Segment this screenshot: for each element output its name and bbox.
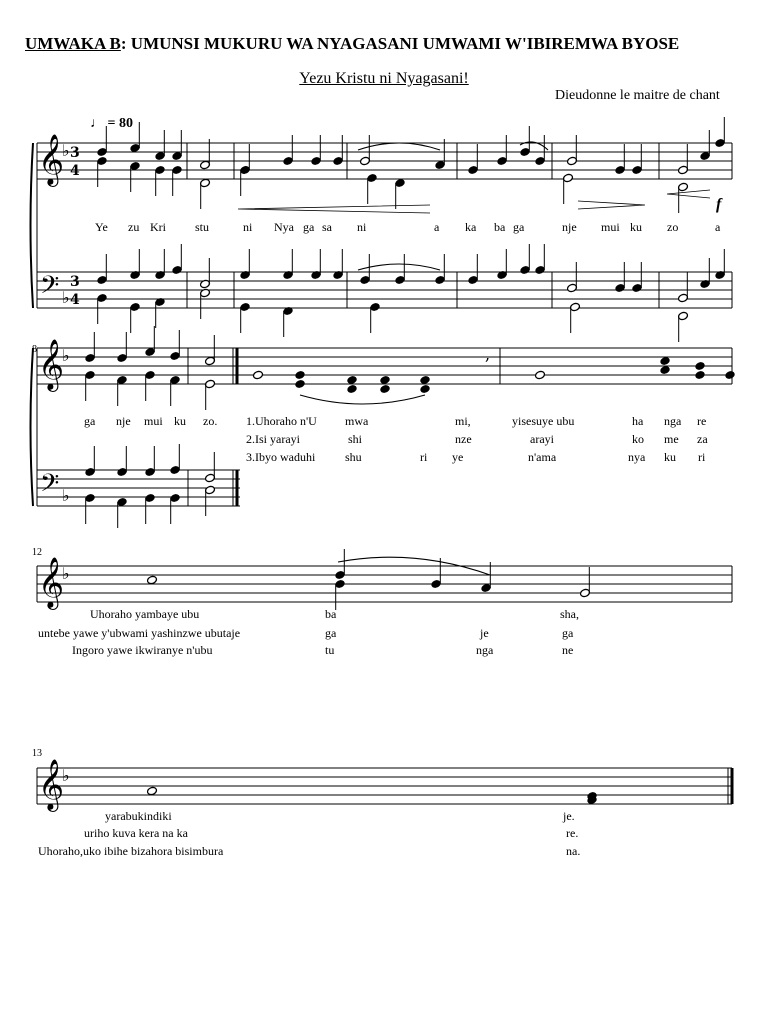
notehead	[725, 370, 736, 380]
lyric-syllable: Ye	[95, 220, 108, 234]
lyric-syllable: nje	[562, 220, 577, 234]
subtitle: Yezu Kristu ni Nyagasani!	[299, 70, 469, 87]
verse-syllable: za	[697, 432, 708, 446]
lyric-syllable: ba	[494, 220, 506, 234]
measure-number: 13	[32, 748, 42, 759]
verse-syllable: arayi	[530, 432, 554, 446]
time-signature-bottom: 4	[70, 292, 80, 308]
verse-syllable: uriho kuva kera na ka	[84, 826, 188, 840]
title-main: UMUNSI MUKURU WA NYAGASANI UMWAMI W'IBIREMWA BYOSE	[130, 34, 680, 53]
lyric-syllable: mui	[601, 220, 620, 234]
verse-syllable: shi	[348, 432, 363, 446]
lyric-syllable: ka	[465, 220, 477, 234]
treble-clef-icon: 𝄞	[38, 557, 65, 608]
verse-syllable: ku	[664, 450, 676, 464]
verse-syllable: untebe yawe y'ubwami yashinzwe ubutaje	[38, 626, 241, 640]
lyric-syllable: zo.	[203, 414, 218, 428]
notehead	[660, 356, 671, 366]
verse-syllable: Uhoraho yambaye ubu	[90, 607, 200, 621]
bass-clef-icon: 𝄢	[40, 469, 60, 504]
flat-icon: ♭	[62, 486, 70, 505]
verse-syllable: nze	[455, 432, 472, 446]
title-colon: :	[120, 34, 127, 53]
verse-syllable: mi,	[455, 414, 471, 428]
notehead	[253, 370, 264, 380]
measure-number: 8	[32, 344, 37, 355]
verse-syllable: je	[480, 626, 489, 640]
verse-syllable: ga	[562, 626, 574, 640]
verse-syllable: ne	[562, 643, 574, 657]
flat-icon: ♭	[62, 564, 70, 583]
notehead	[147, 786, 158, 796]
verse-syllable: n'ama	[528, 450, 557, 464]
breath-mark: ,	[485, 345, 491, 364]
lyric-syllable: stu	[195, 220, 210, 234]
notehead	[295, 370, 306, 380]
staff-lines	[37, 143, 732, 804]
lyric-syllable: Nya	[274, 220, 294, 234]
verse-syllable: ga	[325, 626, 337, 640]
lyric-syllable: ga	[303, 220, 315, 234]
verse-syllable: Ingoro yawe ikwiranye n'ubu	[72, 643, 213, 657]
lyric-syllable: mui	[144, 414, 163, 428]
time-signature-bottom: 4	[70, 163, 80, 179]
notehead	[695, 370, 706, 380]
lyric-syllable: nje	[116, 414, 131, 428]
notehead	[535, 370, 546, 380]
quarter-note-icon: ♩	[90, 116, 104, 131]
verse-syllable: ko	[632, 432, 644, 446]
verse-syllable: tu	[325, 643, 335, 657]
verse-syllable: ye	[452, 450, 464, 464]
measure-number: 12	[32, 547, 42, 558]
lyric-syllable: Kri	[150, 220, 166, 234]
verse-syllable: ba	[325, 607, 337, 621]
verse-syllable: nya	[628, 450, 646, 464]
verse-syllable: yarabukindiki	[105, 809, 172, 823]
verse-syllable: 1.Uhoraho n'U	[246, 414, 317, 428]
flat-icon: ♭	[62, 288, 70, 307]
verse-syllable: re.	[566, 826, 579, 840]
treble-clef-icon: 𝄞	[38, 339, 65, 390]
slur	[358, 143, 440, 150]
lyric-syllable: ku	[174, 414, 186, 428]
dynamic-forte: f	[716, 196, 722, 213]
verse-syllable: me	[664, 432, 679, 446]
lyric-syllable: ga	[84, 414, 96, 428]
crescendo-hairpin	[667, 190, 710, 198]
notehead	[347, 384, 358, 394]
notehead	[147, 575, 158, 585]
verse-syllable: nga	[664, 414, 682, 428]
notehead	[420, 375, 431, 385]
lyric-syllable: zo	[667, 220, 679, 234]
notehead	[695, 361, 706, 371]
verse-syllable: mwa	[345, 414, 369, 428]
verse-syllable: yisesuye ubu	[512, 414, 575, 428]
verse-syllable: Uhoraho,uko ibihe bizahora bisimbura	[38, 844, 224, 858]
lyric-syllable: ni	[243, 220, 253, 234]
system-brace	[31, 348, 34, 506]
lyric-syllable: sa	[322, 220, 332, 234]
lyric-syllable: zu	[128, 220, 140, 234]
crescendo-hairpin	[238, 205, 430, 213]
time-signature-top: 3	[70, 274, 80, 290]
verse-syllable: na.	[566, 844, 581, 858]
notehead	[420, 384, 431, 394]
treble-clef-icon: 𝄞	[38, 759, 65, 810]
verse-syllable: shu	[345, 450, 362, 464]
title-lead: UMWAKA B	[25, 34, 121, 53]
lyric-syllable: a	[434, 220, 440, 234]
notehead	[380, 384, 391, 394]
bass-clef-icon: 𝄢	[40, 271, 60, 306]
notehead	[380, 375, 391, 385]
tempo-value: = 80	[107, 116, 133, 131]
slurs-and-hairpins	[238, 142, 710, 575]
clefs-and-signatures	[38, 134, 490, 812]
lyric-syllable: a	[715, 220, 721, 234]
slur	[300, 395, 425, 404]
time-signature-top: 3	[70, 145, 80, 161]
flat-icon: ♭	[62, 141, 70, 160]
lyric-syllable: ni	[357, 220, 367, 234]
verse-syllable: 3.Ibyo waduhi	[246, 450, 316, 464]
verse-syllable: 2.Isi yarayi	[246, 432, 300, 446]
flat-icon: ♭	[62, 346, 70, 365]
lyric-syllable: ku	[630, 220, 642, 234]
flat-icon: ♭	[62, 766, 70, 785]
system-brace	[31, 143, 34, 308]
barlines	[31, 143, 733, 804]
notehead	[660, 365, 671, 375]
composer: Dieudonne le maitre de chant	[555, 88, 720, 103]
notehead	[295, 379, 306, 389]
verse-syllable: sha,	[560, 607, 579, 621]
verse-syllable: re	[697, 414, 707, 428]
verse-syllable: ri	[698, 450, 706, 464]
verse-syllable: je.	[563, 809, 575, 823]
verse-syllable: ha	[632, 414, 644, 428]
lyric-syllable: ga	[513, 220, 525, 234]
decrescendo-hairpin	[578, 201, 645, 209]
notehead	[347, 375, 358, 385]
slur	[358, 264, 440, 270]
verse-syllable: ri	[420, 450, 428, 464]
tempo-marking	[90, 116, 133, 132]
verse-syllable: nga	[476, 643, 494, 657]
treble-clef-icon: 𝄞	[38, 134, 65, 185]
